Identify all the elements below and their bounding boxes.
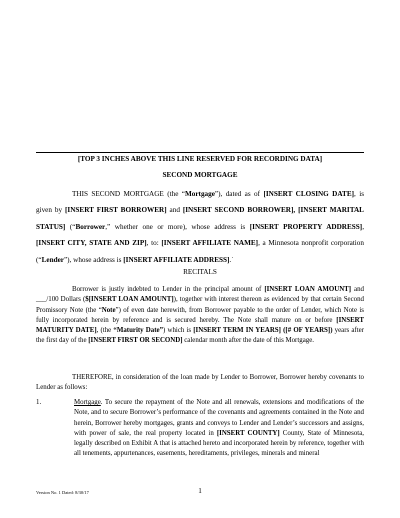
intro-text: , a Minnesota nonprofit corporation (“	[36, 239, 364, 264]
intro-bold: Mortgage	[184, 190, 215, 198]
page-number: 1	[198, 487, 202, 495]
section-body	[74, 398, 364, 460]
intro-text: ”), dated as of	[214, 190, 264, 198]
intro-bold: Borrower	[75, 222, 106, 231]
loan-amount-field: [INSERT LOAN AMOUNT]	[264, 286, 352, 293]
recording-banner: [TOP 3 INCHES ABOVE THIS LINE RESERVED FOR RECORDING DATA]	[77, 155, 323, 163]
property-address-field: [INSERT PROPERTY ADDRESS]	[249, 222, 363, 231]
intro-text: .˙	[229, 255, 234, 264]
recital-text: calendar month after the date of this Mortgage.	[182, 337, 314, 345]
intro-text: ,” whether one or more), whose address is	[105, 222, 250, 231]
intro-text: and	[166, 206, 183, 215]
city-state-zip-field: [INSERT CITY, STATE AND ZIP]	[36, 239, 147, 248]
version-footer: Version No. 1 Dated: 8/30/17	[36, 490, 89, 495]
intro-text: THIS SECOND MORTGAGE (the “	[72, 190, 185, 198]
recital-bold: )	[330, 327, 333, 335]
years-count-field: [# OF YEARS]	[285, 327, 331, 335]
section-mortgage	[36, 398, 364, 460]
recital-text: Borrower is justly indebted to Lender in the principal amount of	[72, 286, 265, 293]
intro-text: ,	[362, 222, 364, 231]
recital-text: and ___/100 Dollars (	[36, 286, 365, 304]
consideration-paragraph	[36, 373, 364, 394]
closing-date-field: [INSERT CLOSING DATE]	[263, 190, 355, 198]
first-or-second-field: [INSERT FIRST OR SECOND]	[88, 337, 183, 345]
recital-text: ), together with interest thereon as evidenced by that certain Second Promissory Note (the “	[36, 296, 365, 314]
recital-paragraph	[36, 285, 364, 347]
recital-bold: “Maturity Date”	[113, 327, 164, 335]
second-borrower-field: [INSERT SECOND BORROWER], [INSERT MARITAL STATUS]	[36, 206, 364, 231]
section-heading: Mortgage	[74, 399, 101, 406]
recording-line	[36, 152, 364, 153]
maturity-date-field: [INSERT MATURITY DATE]	[36, 316, 364, 335]
intro-text: , to:	[146, 239, 162, 248]
intro-text: , is given by	[36, 190, 365, 215]
recital-text: ) which is	[163, 327, 194, 335]
term-years-field: [INSERT TERM IN YEARS] (	[193, 327, 286, 335]
section-number: 1.	[36, 399, 42, 406]
county-field: [INSERT COUNTY]	[216, 429, 280, 437]
recital-text: ”) of even date herewith, from Borrower payable to the order of Lender, which Note is fully incorporated herein by reference and is secured hereby. The Note shall mature on or before	[36, 306, 364, 324]
intro-bold: Lender	[41, 255, 64, 264]
first-borrower-field: [INSERT FIRST BORROWER]	[65, 206, 167, 215]
recitals-heading: RECITALS	[183, 268, 217, 276]
affiliate-name-field: [INSERT AFFILIATE NAME]	[161, 239, 259, 248]
affiliate-address-field: [INSERT AFFILIATE ADDRESS]	[123, 255, 230, 264]
intro-paragraph	[36, 186, 364, 268]
section-text: County, State of Minnesota, legally described on Exhibit A that is attached hereto and incorporated herein by reference, together with all tenements, appurtenances, easements, hereditaments, privileges, minerals and mineral	[74, 429, 364, 458]
loan-amount-dollars-field: $[INSERT LOAN AMOUNT]	[85, 296, 174, 304]
recital-text: , (the	[96, 327, 114, 335]
intro-text: (“	[65, 222, 76, 231]
document-title: SECOND MORTGAGE	[162, 171, 238, 179]
intro-text: ”), whose address is	[63, 255, 124, 264]
consideration-text: THEREFORE, in consideration of the loan made by Lender to Borrower, Borrower hereby covenants to Lender as follows:	[36, 374, 364, 392]
recital-text: years after the first day of the	[36, 327, 364, 345]
section-text: . To secure the repayment of the Note and all renewals, extensions and modifications of the Note, and to secure Borrower’s performance of the covenants and agreements contained in the Note and herein, Borrower hereby mortgages, grants and conveys to Lender and Lender’s successors and assigns, with power of sale, the real property located in	[74, 399, 364, 437]
recital-bold: Note	[101, 306, 116, 314]
